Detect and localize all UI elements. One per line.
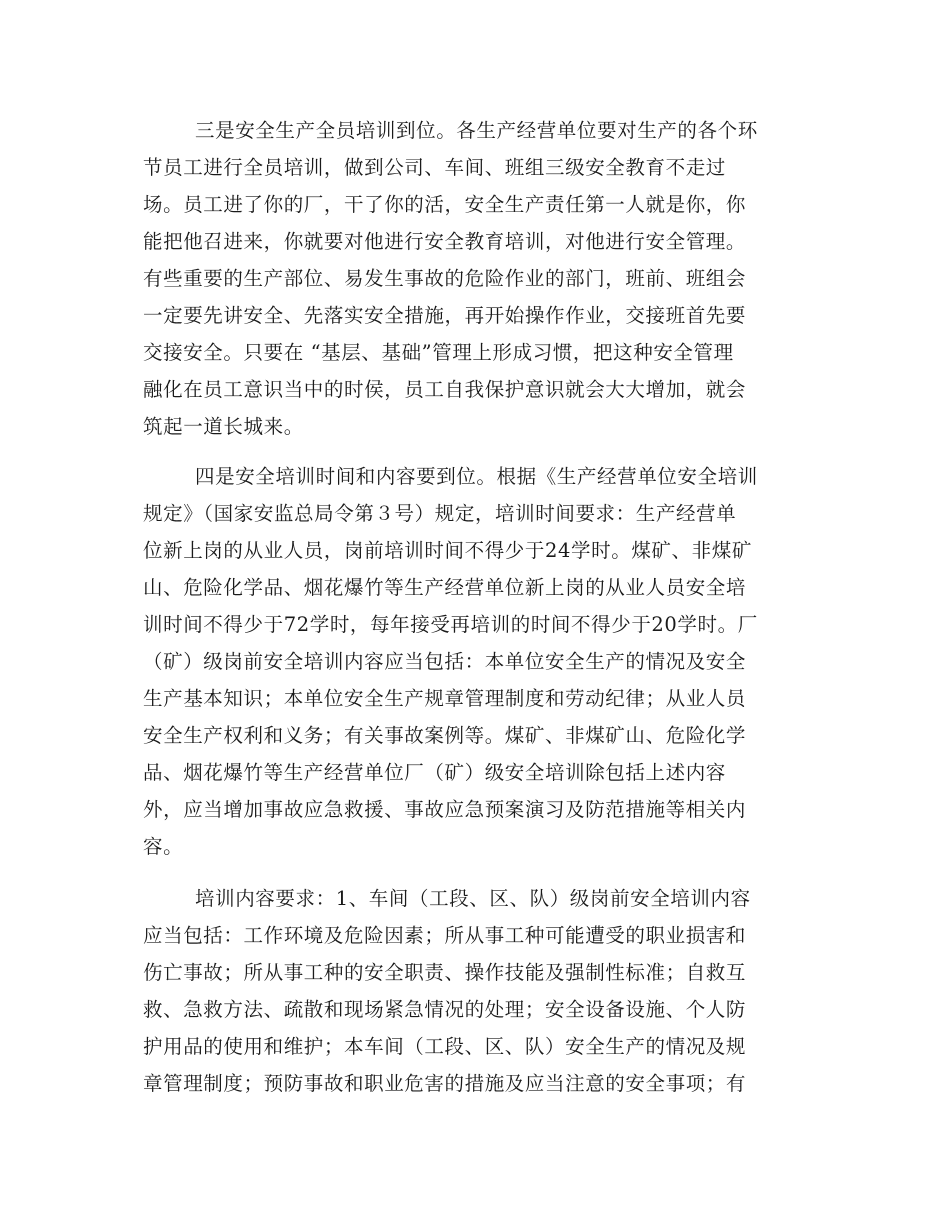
text-line: 救、急救方法、疏散和现场紧急情况的处理；安全设备设施、个人防 <box>143 998 747 1021</box>
text-line: 应当包括：工作环境及危险因素；所从事工种可能遭受的职业损害和 <box>143 924 747 947</box>
text-line: 容。 <box>143 835 184 858</box>
text-line: 山、危险化学品、烟花爆竹等生产经营单位新上岗的从业人员安全培 <box>143 576 747 599</box>
text-line: 伤亡事故；所从事工种的安全职责、操作技能及强制性标准；自救互 <box>143 961 747 984</box>
text-line: 位新上岗的从业人员，岗前培训时间不得少于24学时。煤矿、非煤矿 <box>143 539 752 562</box>
text-line: 融化在员工意识当中的时侯，员工自我保护意识就会大大增加，就会 <box>143 378 747 401</box>
text-line: 能把他召进来，你就要对他进行安全教育培训，对他进行安全管理。 <box>143 230 747 253</box>
text-line: 品、烟花爆竹等生产经营单位厂（矿）级安全培训除包括上述内容 <box>143 761 726 784</box>
paragraph-1 <box>143 112 758 445</box>
text-line: 四是安全培训时间和内容要到位。根据《生产经营单位安全培训 <box>195 465 758 488</box>
text-line: 生产基本知识；本单位安全生产规章管理制度和劳动纪律；从业人员 <box>143 687 747 710</box>
text-line: 一定要先讲安全、先落实安全措施，再开始操作作业，交接班首先要 <box>143 304 747 327</box>
text-line: 场。员工进了你的厂，干了你的活，安全生产责任第一人就是你，你 <box>143 193 747 216</box>
text-line: （矿）级岗前安全培训内容应当包括：本单位安全生产的情况及安全 <box>143 650 747 673</box>
text-line: 安全生产权利和义务；有关事故案例等。煤矿、非煤矿山、危险化学 <box>143 724 747 747</box>
text-line: 外，应当增加事故应急救援、事故应急预案演习及防范措施等相关内 <box>143 798 747 821</box>
paragraph-2 <box>143 458 758 865</box>
text-line: 章管理制度；预防事故和职业危害的措施及应当注意的安全事项；有 <box>143 1072 747 1095</box>
text-line: 规定》（国家安监总局令第３号）规定，培训时间要求：生产经营单 <box>143 502 737 525</box>
text-line: 节员工进行全员培训，做到公司、车间、班组三级安全教育不走过 <box>143 156 726 179</box>
text-line: 护用品的使用和维护；本车间（工段、区、队）安全生产的情况及规 <box>143 1035 747 1058</box>
text-line: 训时间不得少于72学时，每年接受再培训的时间不得少于20学时。厂 <box>143 613 758 636</box>
paragraph-3 <box>143 880 751 1102</box>
text-line: 有些重要的生产部位、易发生事故的危险作业的部门，班前、班组会 <box>143 267 747 290</box>
text-line: 三是安全生产全员培训到位。各生产经营单位要对生产的各个环 <box>195 119 758 142</box>
text-line: 培训内容要求：1、车间（工段、区、队）级岗前安全培训内容 <box>195 887 751 910</box>
text-line: 筑起一道长城来。 <box>143 415 304 438</box>
text-line: 交接安全。只要在 “基层、基础”管理上形成习惯，把这种安全管理 <box>143 341 734 364</box>
